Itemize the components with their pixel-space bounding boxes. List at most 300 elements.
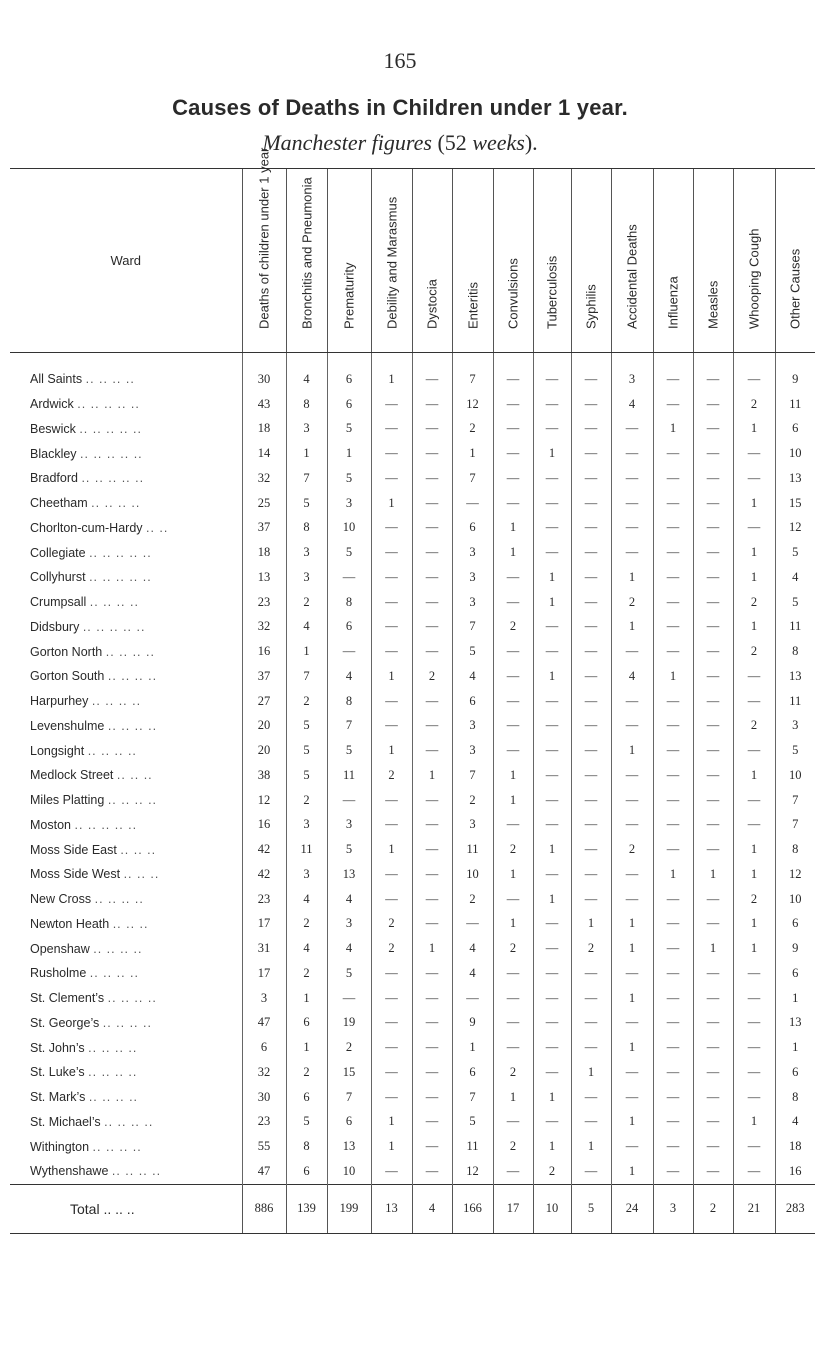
table-cell: 8 (327, 689, 371, 714)
table-cell: 9 (775, 936, 815, 961)
table-row (10, 417, 815, 442)
table-row (10, 961, 815, 986)
table-cell: — (611, 1060, 653, 1085)
table-cell: 1 (733, 417, 775, 442)
leader-dots: .. .. .. .. (102, 1015, 152, 1030)
table-cell: 2 (571, 936, 611, 961)
table-cell: 1 (371, 1110, 412, 1135)
ward-name: New Cross (30, 892, 92, 907)
table-cell: — (693, 565, 733, 590)
table-cell: — (533, 689, 571, 714)
table-cell: 1 (733, 936, 775, 961)
column-header (693, 169, 733, 353)
leader-dots: .. .. .. .. .. (80, 446, 143, 461)
table-cell: 1 (533, 887, 571, 912)
table-cell: 8 (775, 837, 815, 862)
table-cell: 12 (775, 516, 815, 541)
table-cell: 1 (371, 738, 412, 763)
table-cell: — (412, 1110, 452, 1135)
table-cell: — (611, 714, 653, 739)
ward-cell (10, 590, 242, 615)
ward-name: Gorton South (30, 669, 105, 684)
table-row (10, 639, 815, 664)
leader-dots: .. .. .. .. (94, 892, 144, 907)
leader-dots: .. .. .. .. (91, 496, 141, 511)
table-cell: 6 (327, 1110, 371, 1135)
table-cell: — (693, 788, 733, 813)
column-header-label: Syphilis (583, 284, 599, 329)
table-cell: — (693, 590, 733, 615)
table-cell: — (571, 1085, 611, 1110)
table-cell: — (653, 837, 693, 862)
table-cell: 1 (571, 912, 611, 937)
leader-dots: .. .. .. .. (105, 644, 155, 659)
table-cell: — (533, 1110, 571, 1135)
table-cell: — (653, 1035, 693, 1060)
table-cell: — (653, 565, 693, 590)
table-cell: 32 (242, 1060, 286, 1085)
table-cell: — (412, 837, 452, 862)
ward-cell (10, 466, 242, 491)
table-cell: — (371, 813, 412, 838)
table-cell: — (733, 466, 775, 491)
table-cell: 8 (775, 639, 815, 664)
table-cell: — (533, 936, 571, 961)
table-cell: 1 (733, 540, 775, 565)
table-cell: 2 (733, 590, 775, 615)
table-cell: 2 (371, 936, 412, 961)
table-cell: — (733, 1035, 775, 1060)
table-cell: — (571, 491, 611, 516)
table-cell: — (412, 639, 452, 664)
table-cell: 2 (371, 763, 412, 788)
table-cell: — (371, 466, 412, 491)
table-cell: — (611, 441, 653, 466)
table-cell: — (653, 1085, 693, 1110)
table-cell: — (693, 738, 733, 763)
table-cell: — (371, 590, 412, 615)
subtitle-paren: (52 (437, 130, 467, 155)
table-cell: — (653, 788, 693, 813)
table-cell: — (733, 441, 775, 466)
table-cell: 2 (452, 417, 493, 442)
table-cell: — (693, 689, 733, 714)
table-cell: — (533, 862, 571, 887)
table-cell: — (533, 466, 571, 491)
table-cell: — (371, 615, 412, 640)
leader-dots: .. .. .. .. (92, 1139, 142, 1154)
table-cell: 6 (775, 1060, 815, 1085)
table-cell: 8 (286, 392, 327, 417)
table-cell: 37 (242, 516, 286, 541)
table-cell: 55 (242, 1134, 286, 1159)
table-cell: — (412, 862, 452, 887)
table-cell: 1 (493, 516, 533, 541)
table-cell: 2 (733, 714, 775, 739)
table-cell: — (571, 714, 611, 739)
table-cell: — (693, 1159, 733, 1184)
table-cell: — (693, 540, 733, 565)
table-cell: 11 (452, 837, 493, 862)
table-cell: — (693, 912, 733, 937)
ward-name: Blackley (30, 446, 77, 461)
leader-dots: .. .. .. .. .. (77, 397, 140, 412)
table-cell: 1 (733, 491, 775, 516)
table-cell: — (733, 664, 775, 689)
table-cell: 42 (242, 862, 286, 887)
table-cell: 13 (327, 1134, 371, 1159)
table-cell: — (653, 912, 693, 937)
table-cell: — (533, 738, 571, 763)
table-cell: 1 (693, 936, 733, 961)
table-cell: — (653, 738, 693, 763)
ward-name: Cheetham (30, 496, 88, 511)
ward-name: Beswick (30, 421, 76, 436)
table-cell: — (412, 887, 452, 912)
ward-cell (10, 837, 242, 862)
column-header-wrap (654, 169, 693, 352)
table-cell: — (493, 441, 533, 466)
table-cell: 2 (452, 788, 493, 813)
table-cell: — (653, 986, 693, 1011)
column-header (733, 169, 775, 353)
table-cell: 3 (286, 565, 327, 590)
table-row (10, 1060, 815, 1085)
table-cell: — (733, 986, 775, 1011)
table-cell: 1 (733, 1110, 775, 1135)
column-header (571, 169, 611, 353)
table-cell: — (493, 813, 533, 838)
ward-name: St. John’s (30, 1040, 85, 1055)
table-cell: 5 (452, 639, 493, 664)
table-cell: — (571, 441, 611, 466)
ward-cell (10, 417, 242, 442)
table-cell: 1 (493, 862, 533, 887)
table-cell: — (611, 540, 653, 565)
table-cell: 32 (242, 466, 286, 491)
table-cell: 11 (452, 1134, 493, 1159)
table-row (10, 565, 815, 590)
ward-name: Moss Side West (30, 867, 121, 882)
table-cell: — (533, 763, 571, 788)
table-cell: 13 (775, 1011, 815, 1036)
table-cell: — (571, 813, 611, 838)
table-cell: 1 (611, 912, 653, 937)
table-cell: 18 (242, 417, 286, 442)
table-cell: — (371, 714, 412, 739)
table-cell: 1 (611, 1159, 653, 1184)
column-header-wrap (534, 169, 571, 352)
table-cell: — (493, 738, 533, 763)
table-cell: 2 (493, 1060, 533, 1085)
table-cell: — (693, 441, 733, 466)
ward-name: Chorlton-cum-Hardy (30, 520, 143, 535)
table-row (10, 1134, 815, 1159)
subtitle-prefix: Manchester figures (262, 130, 432, 155)
table-cell: 10 (327, 516, 371, 541)
column-header-label: Enteritis (465, 282, 480, 329)
table-cell: — (533, 813, 571, 838)
table-cell: 6 (327, 615, 371, 640)
table-cell: — (412, 540, 452, 565)
table-cell: — (611, 639, 653, 664)
ward-name: Harpurhey (30, 694, 89, 709)
table-cell: 2 (412, 664, 452, 689)
table-cell: — (571, 837, 611, 862)
table-cell: — (371, 689, 412, 714)
table-cell: — (533, 986, 571, 1011)
column-header-label: Influenza (665, 276, 681, 329)
ward-name: Wythenshawe (30, 1164, 109, 1179)
table-cell: — (412, 986, 452, 1011)
table-cell: — (412, 466, 452, 491)
table-cell: — (571, 763, 611, 788)
table-cell: 5 (327, 961, 371, 986)
total-row (10, 1184, 815, 1233)
table-cell: 4 (286, 936, 327, 961)
table-row (10, 590, 815, 615)
table-cell: 3 (286, 417, 327, 442)
column-header-label: Whooping Cough (746, 228, 762, 329)
header-row (10, 169, 815, 353)
table-cell: 11 (775, 392, 815, 417)
table-cell: 1 (611, 615, 653, 640)
table-cell: — (371, 565, 412, 590)
column-header-wrap (413, 169, 452, 352)
page-number: 165 (383, 48, 417, 73)
table-cell: — (452, 986, 493, 1011)
table-cell: 16 (242, 639, 286, 664)
leader-dots: .. .. .. (103, 1200, 135, 1217)
table-cell: 1 (452, 441, 493, 466)
table-cell: — (653, 540, 693, 565)
table-cell: 7 (286, 466, 327, 491)
table-row (10, 912, 815, 937)
table-cell: 10 (452, 862, 493, 887)
table-cell: — (653, 639, 693, 664)
table-cell: 5 (286, 1110, 327, 1135)
table-cell: — (693, 1085, 733, 1110)
table-cell: 1 (412, 936, 452, 961)
table-row (10, 738, 815, 763)
table-cell: — (571, 862, 611, 887)
table-cell: 1 (653, 417, 693, 442)
ward-cell (10, 540, 242, 565)
table-cell: 15 (775, 491, 815, 516)
subtitle-weeks: weeks (472, 130, 525, 155)
table-cell: 3 (775, 714, 815, 739)
table-row (10, 887, 815, 912)
table-cell: 12 (775, 862, 815, 887)
table-cell: — (452, 491, 493, 516)
table-cell: — (733, 1134, 775, 1159)
leader-dots: .. .. .. .. (107, 718, 158, 733)
ward-cell (10, 1035, 242, 1060)
ward-cell (10, 1134, 242, 1159)
table-cell: 8 (775, 1085, 815, 1110)
table-cell: 3 (452, 714, 493, 739)
table-cell: 4 (775, 1110, 815, 1135)
ward-name: St. Luke’s (30, 1065, 85, 1080)
table-cell: 5 (286, 714, 327, 739)
leader-dots: .. .. .. .. (85, 372, 135, 387)
table-cell: — (733, 1011, 775, 1036)
table-cell: — (653, 961, 693, 986)
table-cell: 10 (775, 763, 815, 788)
table-cell: 1 (452, 1035, 493, 1060)
table-cell: 2 (286, 590, 327, 615)
table-cell: — (653, 441, 693, 466)
table-cell: 4 (327, 936, 371, 961)
table-cell: 1 (611, 1110, 653, 1135)
table-row (10, 540, 815, 565)
table-cell: 15 (327, 1060, 371, 1085)
table-cell: — (371, 516, 412, 541)
table-cell: — (412, 1134, 452, 1159)
table-cell: — (412, 615, 452, 640)
table-cell: 7 (452, 1085, 493, 1110)
ward-name: Openshaw (30, 941, 90, 956)
ward-name: Ardwick (30, 397, 74, 412)
table-cell: — (533, 615, 571, 640)
table-cell: 1 (493, 540, 533, 565)
table-row (10, 664, 815, 689)
table-cell: — (371, 1060, 412, 1085)
column-header (775, 169, 815, 353)
table-row (10, 1035, 815, 1060)
table-cell: — (653, 615, 693, 640)
table-cell: — (571, 417, 611, 442)
table-cell: 9 (452, 1011, 493, 1036)
table-cell: — (693, 1134, 733, 1159)
table-cell: — (533, 392, 571, 417)
table-cell: 6 (775, 417, 815, 442)
table-cell: 11 (775, 615, 815, 640)
table-cell: — (693, 664, 733, 689)
table-cell: — (412, 590, 452, 615)
table-cell: 4 (452, 664, 493, 689)
leader-dots: .. .. .. .. (111, 1164, 162, 1179)
table-cell: — (653, 1159, 693, 1184)
column-header-wrap (572, 169, 611, 352)
table-cell: 6 (286, 1011, 327, 1036)
table-cell: — (611, 689, 653, 714)
column-header (412, 169, 452, 353)
table-cell: — (371, 639, 412, 664)
table-cell: — (412, 1060, 452, 1085)
column-header (242, 147, 286, 353)
ward-name: Moston (30, 817, 71, 832)
ward-cell (10, 961, 242, 986)
table-cell: — (493, 1159, 533, 1184)
table-cell: — (493, 689, 533, 714)
table-cell: — (693, 639, 733, 664)
table-cell: 1 (371, 491, 412, 516)
table-cell: 17 (242, 912, 286, 937)
table-cell: 4 (286, 353, 327, 392)
leader-dots: .. .. .. .. (88, 1065, 138, 1080)
table-cell: 1 (286, 986, 327, 1011)
deaths-table (10, 147, 815, 1234)
table-cell: 5 (286, 738, 327, 763)
leader-dots: .. .. .. .. (89, 966, 139, 981)
table-cell: 2 (493, 837, 533, 862)
table-cell: 4 (611, 392, 653, 417)
total-cell: 166 (452, 1184, 493, 1233)
column-header-label: Tuberculosis (544, 255, 560, 329)
table-cell: — (733, 353, 775, 392)
table-row (10, 936, 815, 961)
table-cell: — (493, 353, 533, 392)
table-cell: 1 (371, 1134, 412, 1159)
table-cell: — (533, 788, 571, 813)
table-cell: 4 (611, 664, 653, 689)
table-cell: — (412, 689, 452, 714)
table-cell: 8 (286, 1134, 327, 1159)
table-cell: — (653, 590, 693, 615)
table-cell: 3 (452, 813, 493, 838)
ward-cell (10, 353, 242, 392)
table-cell: 1 (533, 441, 571, 466)
table-cell: 16 (775, 1159, 815, 1184)
table-cell: 6 (327, 353, 371, 392)
total-cell: 24 (611, 1184, 653, 1233)
table-cell: 13 (775, 466, 815, 491)
ward-cell (10, 615, 242, 640)
table-cell: — (653, 936, 693, 961)
table-cell: 12 (452, 392, 493, 417)
table-cell: — (327, 986, 371, 1011)
table-cell: — (693, 813, 733, 838)
column-header-wrap (328, 169, 371, 352)
table-cell: — (571, 540, 611, 565)
ward-header: Ward (10, 169, 242, 353)
table-cell: 2 (493, 936, 533, 961)
table-cell: 1 (611, 565, 653, 590)
table-cell: 10 (775, 887, 815, 912)
ward-cell (10, 392, 242, 417)
table-row (10, 986, 815, 1011)
table-cell: 13 (327, 862, 371, 887)
table-cell: — (693, 466, 733, 491)
column-header-label: Measles (705, 280, 721, 329)
table-cell: — (371, 441, 412, 466)
table-cell: 5 (327, 837, 371, 862)
table-cell: — (371, 1159, 412, 1184)
table-cell: — (611, 1011, 653, 1036)
table-cell: — (653, 353, 693, 392)
table-cell: 6 (286, 1085, 327, 1110)
table-cell: — (571, 887, 611, 912)
ward-name: Withington (30, 1139, 90, 1154)
table-cell: 2 (327, 1035, 371, 1060)
table-cell: — (571, 392, 611, 417)
leader-dots: .. .. .. .. .. (81, 471, 145, 486)
table-cell: 1 (611, 1035, 653, 1060)
table-cell: — (533, 1060, 571, 1085)
table-cell: — (493, 887, 533, 912)
total-cell: 4 (412, 1184, 452, 1233)
table-cell: 7 (775, 788, 815, 813)
table-cell: 47 (242, 1159, 286, 1184)
table-cell: — (533, 1035, 571, 1060)
table-row (10, 862, 815, 887)
leader-dots: .. .. .. .. (107, 991, 157, 1006)
table-cell: 1 (611, 738, 653, 763)
ward-name: Crumpsall (30, 595, 87, 610)
table-cell: 4 (775, 565, 815, 590)
table-cell: — (571, 664, 611, 689)
